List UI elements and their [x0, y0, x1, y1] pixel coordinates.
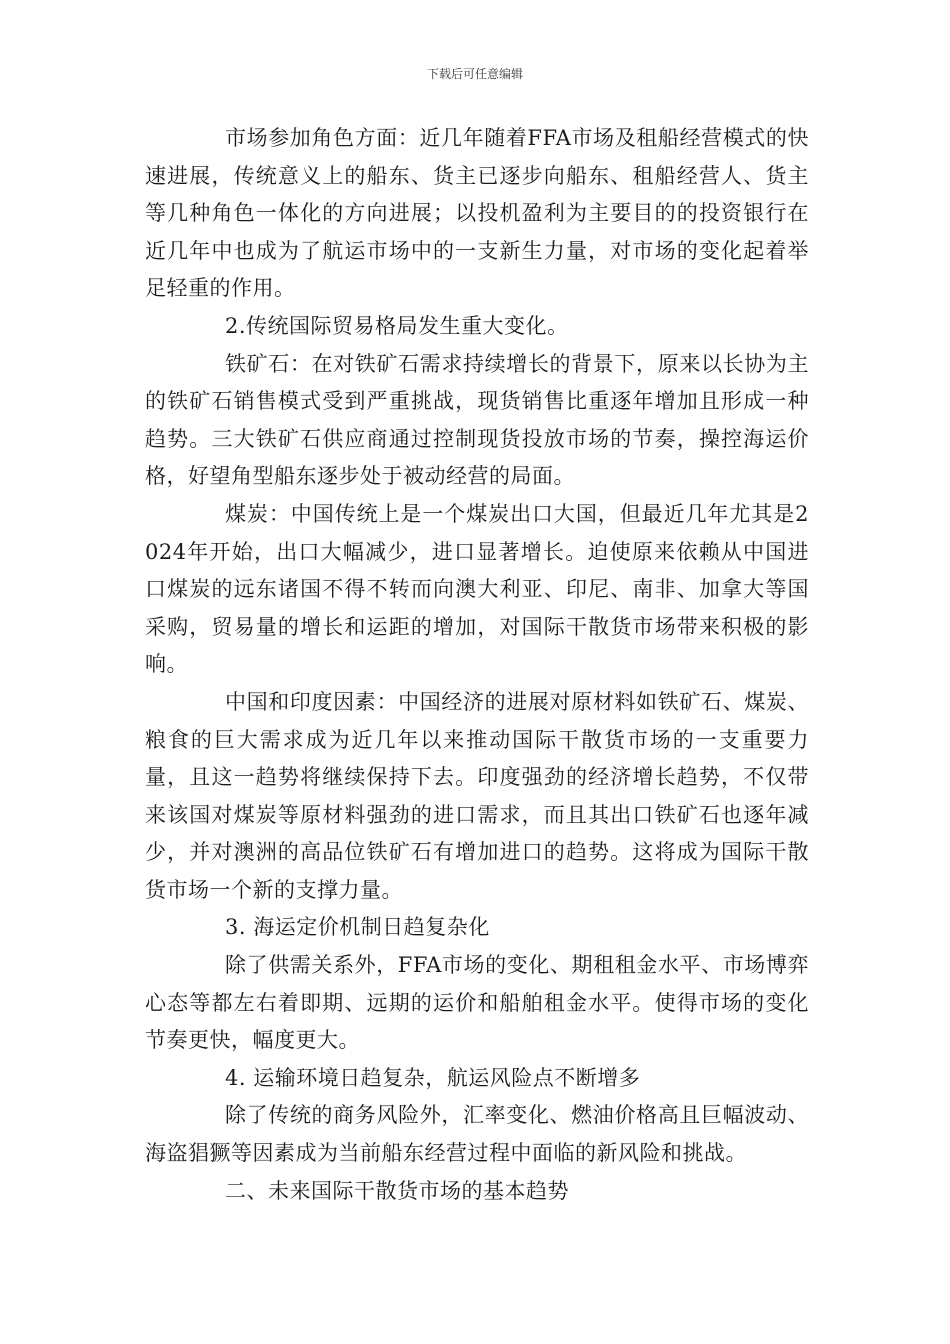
paragraph-china-india: 中国和印度因素：中国经济的进展对原材料如铁矿石、煤炭、粮食的巨大需求成为近几年以来推动国际干散货市场的一支重要力量，且这一趋势将继续保持下去。印度强劲的经济增长趋势，不仅带来该国对煤炭等原材料强劲的进口需求，而且其出口铁矿石也逐年减少，并对澳洲的高品位铁矿石有增加进口的趋势。这将成为国际干散货市场一个新的支撑力量。: [145, 689, 809, 902]
paragraph-pricing: 除了供需关系外，FFA市场的变化、期租租金水平、市场博弈心态等都左右着即期、远期的运价和船舶租金水平。使得市场的变化节奏更快，幅度更大。: [145, 953, 809, 1053]
heading-future-trends: 二、未来国际干散货市场的基本趋势: [225, 1178, 569, 1203]
paragraph-risk: 除了传统的商务风险外，汇率变化、燃油价格高且巨幅波动、海盗猖獗等因素成为当前船东经营过程中面临的新风险和挑战。: [145, 1103, 809, 1166]
paragraph-market-roles: 市场参加角色方面：近几年随着FFA市场及租船经营模式的快速进展，传统意义上的船东、货主已逐步向船东、租船经营人、货主等几种角色一体化的方向进展；以投机盈利为主要目的的投资银行在近几年中也成为了航运市场中的一支新生力量，对市场的变化起着举足轻重的作用。: [145, 126, 809, 301]
heading-transport-risk: 4. 运输环境日趋复杂，航运风险点不断增多: [225, 1065, 641, 1090]
heading-trade-pattern: 2.传统国际贸易格局发生重大变化。: [225, 313, 569, 338]
paragraph-coal: 煤炭：中国传统上是一个煤炭出口大国，但最近几年尤其是2024年开始，出口大幅减少，进口显著增长。迫使原来依赖从中国进口煤炭的远东诸国不得不转而向澳大利亚、印尼、南非、加拿大等国采购，贸易量的增长和运距的增加，对国际干散货市场带来积极的影响。: [145, 501, 809, 677]
header-note: 下载后可任意编辑: [426, 67, 523, 81]
heading-pricing-mechanism: 3. 海运定价机制日趋复杂化: [225, 915, 490, 940]
document-body: [145, 120, 809, 1210]
paragraph-iron-ore: 铁矿石：在对铁矿石需求持续增长的背景下，原来以长协为主的铁矿石销售模式受到严重挑战，现货销售比重逐年增加且形成一种趋势。三大铁矿石供应商通过控制现货投放市场的节奏，操控海运价格，好望角型船东逐步处于被动经营的局面。: [145, 351, 809, 489]
